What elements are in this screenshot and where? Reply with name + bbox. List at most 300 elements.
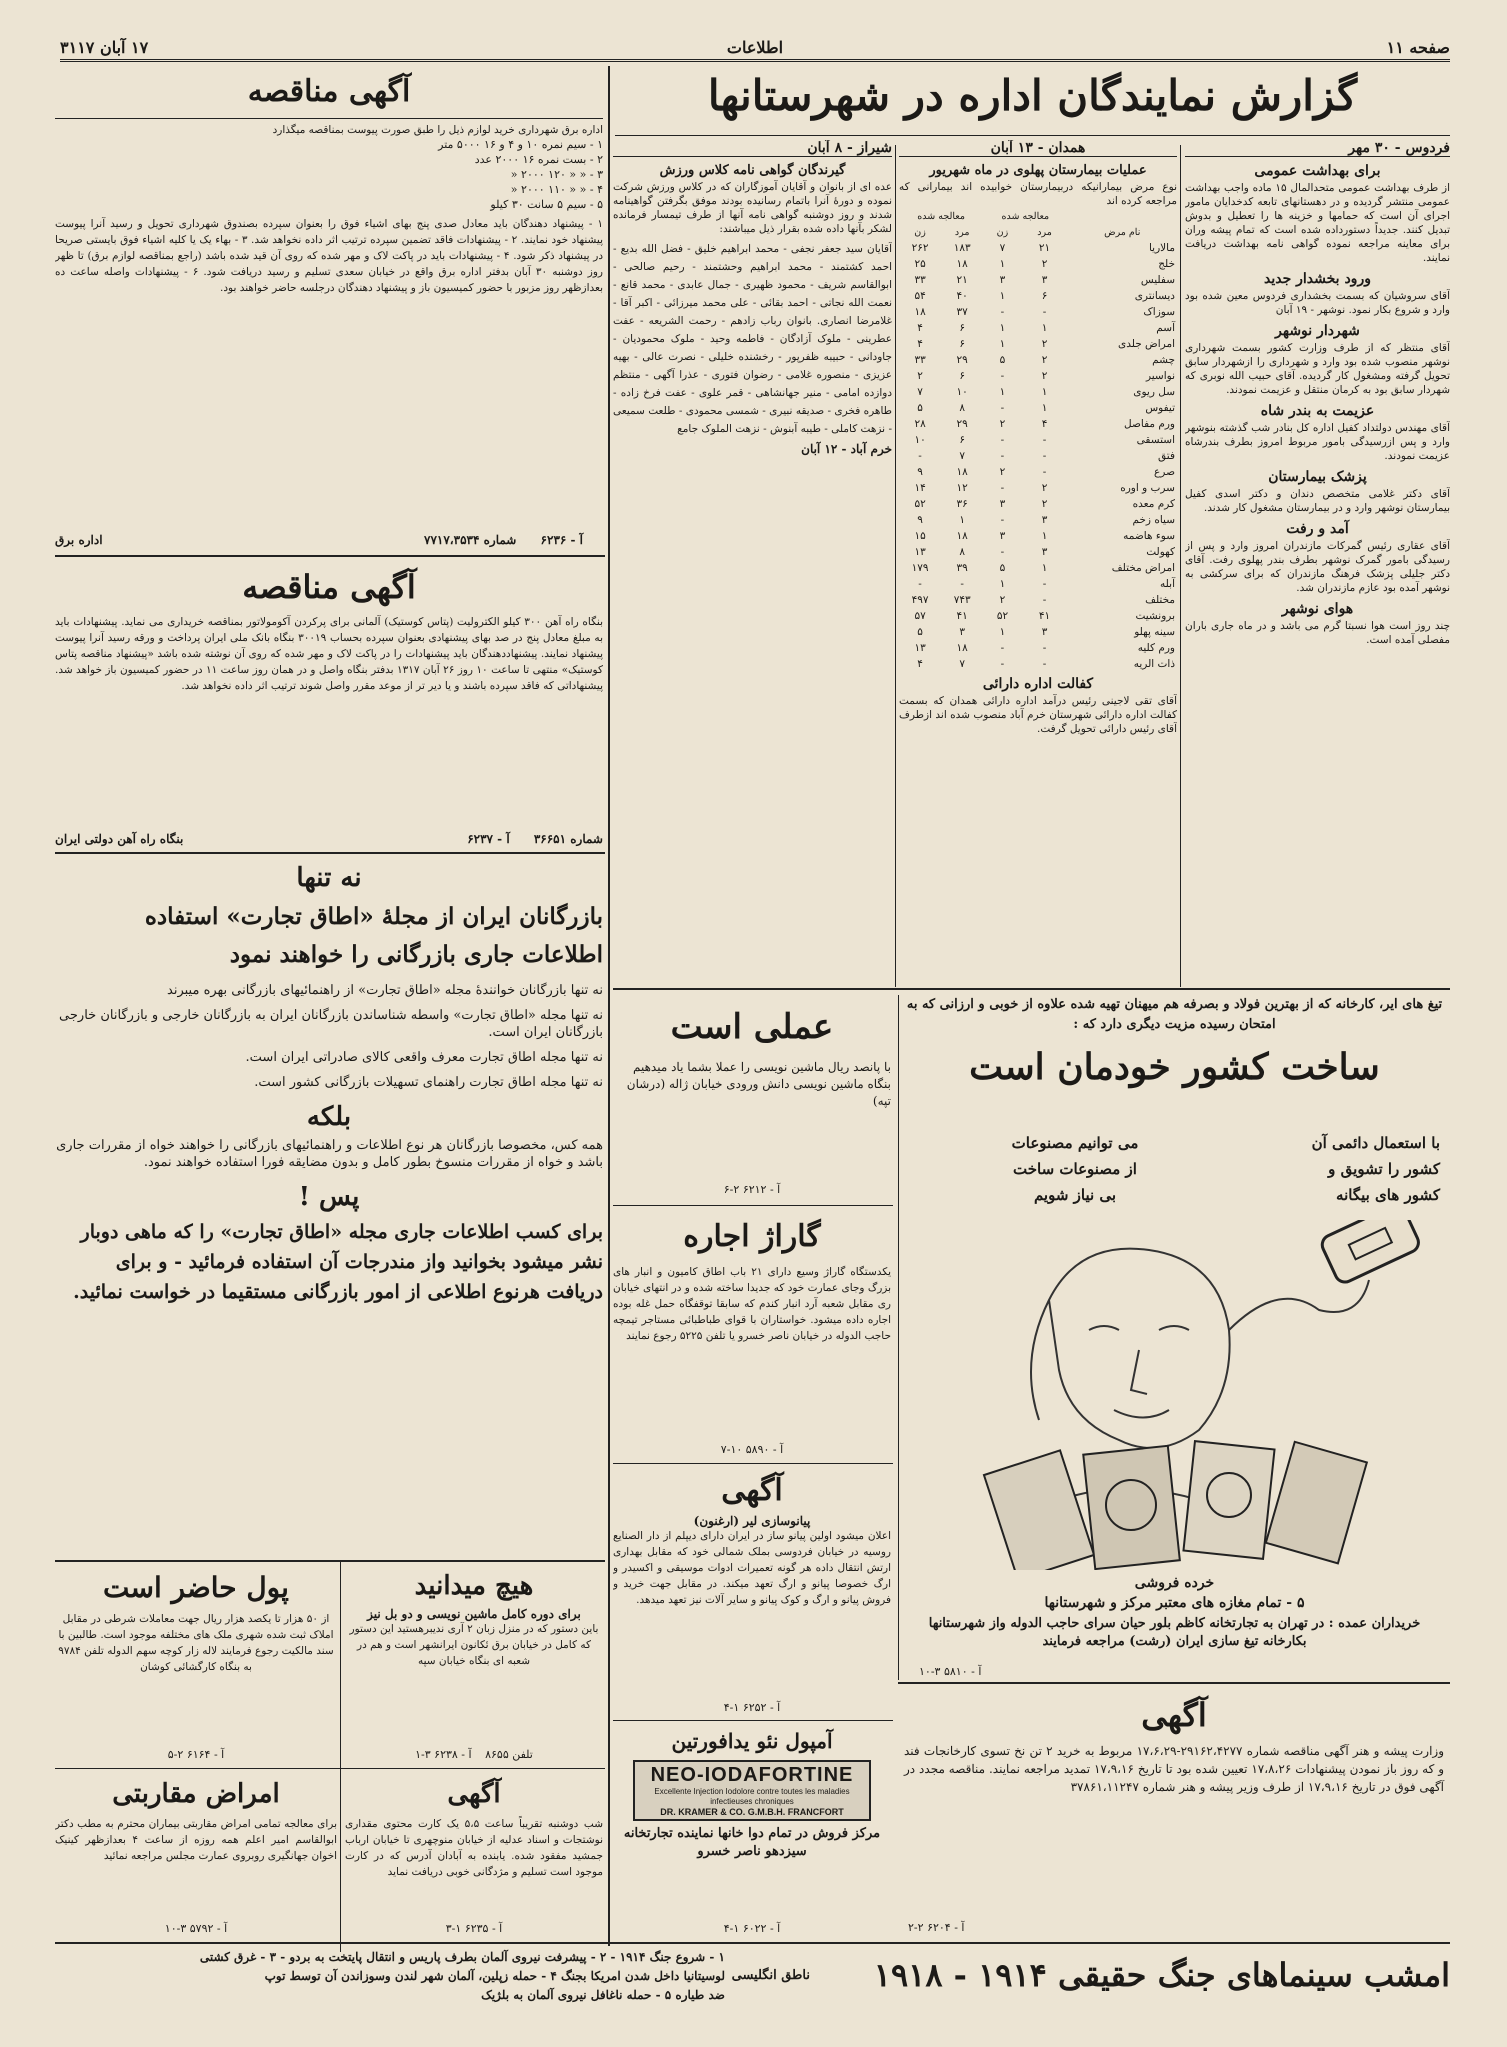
- ad-title: آگهی: [721, 1473, 783, 1508]
- table-cell: ۶: [959, 434, 966, 446]
- table-cell: ۴: [917, 338, 923, 350]
- paragraph: آقای سروشیان که بسمت بخشداری فردوس معین شده بود وارد و شروع بکار نمود. نوشهر - ۱۹ آبان: [1185, 290, 1450, 316]
- paragraph: برای کسب اطلاعات جاری مجله «اطاق تجارت» را که ماهی دوبار نشر میشود بخوانید واز مندرجات آن استفاده فرمائید - و برای دریافت هرنوع اطلاعی از امور بازرگانی مستقیما در خواست نمائید.: [73, 1221, 603, 1303]
- dateline: خرم آباد - ۱۲ آبان: [801, 442, 892, 456]
- table-cell: ۱: [999, 290, 1006, 302]
- table-cell: مختلف: [1145, 594, 1175, 606]
- ad-code: آ - ۵۸۹۰ ۱۰-۷: [720, 1443, 784, 1456]
- ad-code: آ - ۶۲۱۲ ۲-۶: [723, 1183, 781, 1196]
- table-row: [899, 576, 1177, 592]
- paragraph: برای معالجه تمامی امراض مقاربتی بیماران محترم به مطب دکتر ابوالقاسم امیر اعلم همه روزه از ساعت ۴ بعدازظهر کینیک اخوان جهانگیری روبروی عمارت مجلس مراجعه نمائید: [55, 1818, 337, 1862]
- table-cell: ۱۸: [956, 642, 968, 654]
- table-cell: ۵: [917, 626, 923, 638]
- ferdows-column: [1185, 140, 1450, 985]
- table-cell: -: [1042, 642, 1047, 654]
- table-cell: ۳: [1041, 546, 1048, 558]
- table-row: [899, 368, 1177, 384]
- table-row: [899, 288, 1177, 304]
- typing-school-ad: [613, 995, 891, 1200]
- table-cell: -: [1000, 434, 1005, 446]
- table-cell: -: [1000, 546, 1005, 558]
- table-cell: ۴: [917, 658, 923, 670]
- table-cell: -: [918, 578, 922, 590]
- table-cell: ۳۳: [914, 354, 926, 366]
- table-cell: ۳: [1041, 274, 1048, 286]
- table-cell: کرم معده: [1132, 498, 1175, 510]
- table-row: [899, 528, 1177, 544]
- table-cell: -: [918, 450, 922, 462]
- subheading: عملیات بیمارستان پهلوی در ماه شهریور: [929, 163, 1147, 178]
- table-row: [899, 240, 1177, 256]
- table-cell: ۷۴۳: [953, 594, 971, 606]
- col-header: مرد: [954, 226, 970, 238]
- paragraph: ۱ - پیشنهاد دهندگان باید معادل صدی پنج بهای اشیاء فوق را بعنوان سپرده بصندوق شهرداری تحویل و رسید آنرا پیوست پیشنهاد خود نمایند. ۲ - پیشنهادات فاقد تضمین سپرده ترتیب اثر داده نخواهد شد. ۳ - بهاء یک یا کلیه اشیاء فوق بایستی صریحا در پیشنهاد ذکر شود. ۴ - پیشنهادات باید در پاکت لاک و مهر شده که روی آن قید شده باشد (راجع بمناقصه لوازم برق) تا ظهر روز دوشنبه ۳۰ آبان بدفتر اداره برق واقع در خیابان سعدی تسلیم و رسید دریافت شود. ۶ - پیشنهادات واصله ساعت ده بعدازظهر روز مزبور با حضور کمیسیون باز و پیشنهاد دهندگان درجلسه حاضر خواهند بود.: [55, 218, 603, 294]
- razor-blade-icon: [1319, 1220, 1422, 1285]
- table-row: [899, 416, 1177, 432]
- ad-intro: تیغ های ایر، کارخانه که از بهترین فولاد و بصرفه هم میهنان تهیه شده علاوه از خوبی و ارزانی که به امتحان رسیده مزیت دیگری دارد که :: [906, 997, 1443, 1032]
- table-row: [899, 464, 1177, 480]
- table-cell: کهولت: [1146, 546, 1175, 558]
- table-cell: -: [1042, 450, 1047, 462]
- ad-code: آ - ۶۲۳۸ ۳-۱: [415, 1748, 472, 1761]
- table-cell: سیاه زخم: [1132, 514, 1175, 526]
- table-cell: ۱۸: [956, 258, 968, 270]
- piano-repair-ad: [613, 1468, 891, 1718]
- phone-number: تلفن ۸۶۵۵: [485, 1748, 533, 1761]
- table-cell: ۲۹: [956, 354, 968, 366]
- table-cell: ۳: [999, 498, 1006, 510]
- table-row: [899, 592, 1177, 608]
- ad-code: آ - ۶۲۳۶: [540, 533, 583, 547]
- typing-course-ad: [345, 1565, 603, 1765]
- ad-number: شماره ۷۷۱۷،۳۵۳۴: [424, 533, 517, 547]
- table-cell: ۲: [917, 370, 923, 382]
- table-cell: ۱: [999, 386, 1006, 398]
- clinic-ad: [55, 1772, 337, 1937]
- ad-code: آ - ۵۷۹۲ ۳-۱۰: [164, 1922, 228, 1935]
- table-cell: ۴۱: [956, 610, 968, 622]
- table-cell: ۳۶: [956, 498, 968, 510]
- ad-code: آ - ۶۰۲۲ ۱-۴: [723, 1922, 781, 1935]
- slogan-line: کشور های بیگانه: [1336, 1186, 1440, 1204]
- item-list: [55, 137, 603, 212]
- manufacturer: DR. KRAMER & CO. G.M.B.H. FRANCFORT: [660, 1807, 844, 1817]
- table-cell: برونشیت: [1135, 610, 1175, 622]
- table-cell: ۱۲: [956, 482, 968, 494]
- ad-title: آگهی: [1141, 1696, 1207, 1734]
- paragraph: نه تنها مجله اطاق تجارت معرف واقعی کالای صادراتی ایران است.: [245, 1050, 603, 1065]
- table-cell: ۵۷: [914, 610, 926, 622]
- slogan-line: با استعمال دائمی آن: [1311, 1134, 1440, 1152]
- names-list: آقایان سید جعفر نجفی - محمد ابراهیم خلیق - فضل الله بدیع - احمد کشتمند - محمد ابراهیم وحشتمند - رحیم صالحی - ابوالقاسم شریف - محمود ظهیری - جمال عابدی - محمد قانع - نعمت الله نجاتی - احمد بقائی - علی محمد میرزائی - اکبر آقا - غلامرضا انصاری. بانوان رباب زادهم - رحمت الشریعه - عفت عطرینی - ملوک آزادگان - فاطمه وحید - ملوک محمودیان - جاودانی - حبیبه ظفرپور - رخشنده خلیلی - نصرت عالی - بهیه عزیزی - منصوره غلامی - رضوان فتوری - عذرا آگهی - منتظم دوازده امامی - منیر جهانشاهی - قمر علوی - عفت فرخ زاده - طاهره فخری - صدیقه نبیری - شمسی محمودی - طلعت سمیعی - نزهت کاملی - طیبه آبنوش - نزهت الملوک جامع: [613, 243, 892, 435]
- ad-code: آ - ۶۲۳۷: [467, 832, 510, 846]
- subheading: شهردار نوشهر: [1275, 323, 1360, 339]
- table-cell: سوزاک: [1143, 306, 1175, 318]
- table-cell: ۱: [999, 322, 1006, 334]
- paragraph: بنگاه راه آهن ۳۰۰ کیلو الکترولیت (پتاس کوستیک) آلمانی برای پرکردن آکومولاتور بمناقصه خریداری می نماید. پیشنهادات باید به مبلغ معادل پنج در صد بهای پیشنهادی بعنوان سپرده بحساب ۳۰۰۱۹ بنگاه بانک ملی ایران پرداخت و ورقه رسید آنرا پیوست پیشنهاد نمایند. پیشنهاددهندگان باید پیشنهادات را در پاکت لاک و مهر شده که روی آن نوشته شده باشد «پیشنهاد مناقصه پتاس کوستیک» منتهی تا ساعت ۱۰ روز ۲۶ آبان ۱۳۱۷ بدفتر بنگاه واصل و در همان روز ساعت ۱۱ در حضور کمیسیون باز خواهد شد. پیشنهاداتی که فاقد سپرده باشند و یا دیر تر از موعد مقرر واصل شوند ترتیب اثر داده نخواهد شد.: [55, 616, 603, 692]
- table-cell: ۲: [1041, 482, 1048, 494]
- table-cell: ورم مفاصل: [1124, 418, 1175, 430]
- table-row: [899, 384, 1177, 400]
- table-cell: -: [1000, 370, 1005, 382]
- table-cell: ۵۲: [914, 498, 926, 510]
- paragraph: یکدستگاه گاراژ وسیع دارای ۲۱ باب اطاق کامیون و انبار های بزرگ وجای عمارت خود که جدیدا ساخته شده و در انتهای خیابان ری مقابل شعبه آرد انبار کندم که سابقا توقفگاه حمل غله بوده اجاره داده میشود. خواستاران با قوای طباطبائی مستاجر تیمچه حاجب الدوله در خیابان ناصر خسرو یا تلفن ۵۲۲۵ رجوع نمایند: [613, 1266, 891, 1342]
- table-cell: ۵: [999, 354, 1006, 366]
- table-cell: ۴۱: [1038, 610, 1051, 622]
- table-cell: ۳: [999, 274, 1006, 286]
- table-cell: -: [1042, 594, 1047, 606]
- table-cell: ۷: [917, 386, 923, 398]
- razor-blade-ad: [898, 995, 1450, 1680]
- table-cell: ۸: [959, 402, 966, 414]
- table-cell: ۵۲: [996, 610, 1009, 622]
- table-row: [899, 448, 1177, 464]
- ad-headline: امشب سینماهای جنگ حقیقی ۱۹۱۴ - ۱۹۱۸: [873, 1956, 1450, 1994]
- table-row: [899, 432, 1177, 448]
- col-header: معالجه شده: [1001, 210, 1050, 222]
- table-cell: ۴: [917, 322, 923, 334]
- table-cell: ۱۵: [914, 530, 926, 542]
- table-cell: ۱: [999, 626, 1006, 638]
- ad-title: امراض مقاربتی: [112, 1779, 280, 1809]
- paragraph: آقای منتظر که از طرف وزارت کشور بسمت شهرداری نوشهر منصوب شده بود وارد و شهرداری را ازشهردار سابق تحویل گرفته ومشغول کار گردیده. آقای حبیب الله نوبری که شهردار سابق بود به کرمان منتقل و عزیمت نمودند.: [1185, 342, 1450, 396]
- paragraph: نوع مرض بیمارانیکه دربیمارستان خوابیده اند بیمارانی که مراجعه کرده اند: [899, 181, 1177, 207]
- hospital-table: [899, 208, 1177, 672]
- table-cell: -: [1000, 402, 1005, 414]
- table-cell: فتق: [1158, 450, 1175, 462]
- table-cell: سفلیس: [1140, 274, 1175, 286]
- ad-title: عملی است: [670, 1007, 834, 1047]
- tender-ad-1: [55, 66, 603, 551]
- table-row: [899, 336, 1177, 352]
- table-cell: ۱: [1041, 562, 1048, 574]
- table-cell: -: [1042, 578, 1047, 590]
- table-cell: ۳۹: [956, 562, 968, 574]
- table-cell: آبله: [1160, 578, 1175, 590]
- subheading: آمد و رفت: [1286, 521, 1349, 537]
- table-cell: چشم: [1152, 354, 1175, 366]
- table-cell: ۲: [1041, 354, 1048, 366]
- paragraph: وزارت پیشه و هنر آگهی مناقصه شماره ۲۹۱۶۲،۴۲۷۷-۱۷،۶،۲۹ مربوط به خرید ۲ تن نخ تسوی کارخانجات فند و که روز باز نمودن پیشنهادات ۱۷،۸،۲۶ تعیین شده بود تا تاریخ ۱۷،۹،۱۶ تمدید مراجعه نمایند. مناقصه مجدد در آگهی فوق در تاریخ ۱۷،۹،۱۶ از طرف وزیر پیشه و هنر شماره ۳۷۸۶۱،۱۱۲۴۷: [904, 1744, 1445, 1794]
- ad-title: نه تنها: [296, 863, 362, 893]
- hamadan-column: [899, 140, 1177, 985]
- brand-name: NEO-IODAFORTINE: [650, 1764, 854, 1786]
- table-cell: ۷: [999, 242, 1006, 254]
- table-row: [899, 352, 1177, 368]
- wholesale-info: خریداران عمده : در تهران به تجارتخانه کاظم بلور حیان سرای حاجب الدوله واز شهرستانها بکارخانه تیغ سازی ایران (رشت) مراجعه فرمایند: [928, 1616, 1421, 1649]
- report-title: [615, 66, 1450, 128]
- table-cell: ۱۸: [956, 466, 968, 478]
- subheading: گیرندگان گواهی نامه کلاس ورزش: [659, 163, 846, 178]
- table-cell: -: [1000, 514, 1005, 526]
- ad-language: ناطق انگلیسی: [731, 1968, 810, 1983]
- table-cell: سرب و اوره: [1120, 482, 1175, 494]
- ad-code: آ - ۶۲۳۵ ۱-۳: [445, 1922, 503, 1935]
- table-cell: ۱۸۳: [953, 242, 971, 254]
- table-cell: ۱: [1041, 530, 1048, 542]
- table-cell: ۷: [959, 658, 966, 670]
- shiraz-column: [613, 140, 892, 985]
- table-cell: ۳: [959, 626, 966, 638]
- ad-signature: بنگاه راه آهن دولتی ایران: [55, 832, 184, 846]
- ad-code: آ - ۶۱۶۴ ۲-۵: [167, 1748, 225, 1761]
- table-row: [899, 304, 1177, 320]
- issue-date: ۱۷ آبان ۳۱۱۷: [60, 38, 149, 57]
- paragraph: نه تنها مجله اطاق تجارت راهنمای تسهیلات بازرگانی کشور است.: [254, 1075, 603, 1090]
- table-cell: ۴۹۷: [911, 594, 929, 606]
- table-cell: -: [1000, 642, 1005, 654]
- page-title: گزارش نمایندگان اداره در شهرستانها: [707, 71, 1358, 120]
- col-header: زن: [914, 226, 926, 238]
- table-row: [899, 608, 1177, 624]
- table-cell: ۱: [1041, 402, 1048, 414]
- brand-box: [633, 1760, 871, 1821]
- subheading: پزشک بیمارستان: [1268, 469, 1367, 485]
- slogan-line: می توانیم مصنوعات: [1011, 1134, 1139, 1152]
- table-row: [899, 544, 1177, 560]
- subheading: هوای نوشهر: [1281, 601, 1354, 617]
- table-cell: ۱۰: [914, 434, 926, 446]
- table-cell: ۲: [1041, 498, 1048, 510]
- table-cell: ۳: [1041, 626, 1048, 638]
- film-episode-line: ۱ - شروع جنگ ۱۹۱۴ - ۲ - پیشرفت نیروی آلمان بطرف پاریس و انتقال پایتخت به بردو - ۳ - غرق کشتی: [199, 1950, 725, 1964]
- lost-item-ad: [345, 1772, 603, 1937]
- table-cell: ۴۰: [956, 290, 968, 302]
- paragraph: آقای تقی لاجینی رئیس درآمد اداره دارائی همدان که بسمت کفالت اداره دارائی شهرستان خرم آباد منصوب شده اند ازطرف آقای رئیس دارائی تحویل گرفت.: [899, 695, 1177, 735]
- table-cell: ۱۷۹: [911, 562, 929, 574]
- table-cell: ۵۴: [914, 290, 926, 302]
- ad-subtitle: برای دوره کامل ماشین نویسی و دو بل نیز: [367, 1607, 581, 1621]
- table-cell: ۱: [999, 578, 1006, 590]
- paragraph: باین دستور که در منزل زبان ۲ آری ندیبرهستید این دستور که کامل در خیابان برق ئکانون ایرانشهر است و هم در شعبه ای بنگاه خیابان سپه: [349, 1623, 599, 1667]
- brand-tagline: Excellente Injection Iodolore contre toutes les maladies infectieuses chroniques: [654, 1787, 850, 1806]
- dateline: فردوس - ۳۰ مهر: [1185, 140, 1450, 157]
- table-cell: آسم: [1156, 322, 1175, 334]
- table-cell: نواسیر: [1145, 370, 1175, 382]
- table-cell: ۱: [999, 258, 1006, 270]
- table-cell: سوء هاضمه: [1123, 530, 1175, 542]
- subheading: ورود بخشدار جدید: [1264, 271, 1371, 287]
- paragraph: شب دوشنبه تقریباً ساعت ۵،۵ یک کارت محتوی مقداری نوشتجات و اسناد عدلیه از خیابان منوچهری تا خیابان ارباب جمشید مفقود شده. یابنده به آبادان آدرس که در کارت موجود است تسلیم و مژدگانی خوبی دریافت نماید: [345, 1818, 603, 1878]
- table-cell: ۲: [1041, 258, 1048, 270]
- table-cell: مالاریا: [1148, 242, 1175, 254]
- table-cell: -: [1042, 466, 1047, 478]
- table-cell: ۹: [917, 514, 923, 526]
- table-cell: ۱: [1041, 386, 1048, 398]
- table-cell: سل ریوی: [1133, 386, 1175, 398]
- paragraph: اداره برق شهرداری خرید لوازم ذیل را طبق صورت پیوست بمناقصه میگذارد: [272, 124, 603, 136]
- paragraph: از ۵۰ هزار تا یکصد هزار ریال جهت معاملات شرطی در مقابل املاک ثبت شده شهری ملک های مختلفه موجود است. طالبین با سند مالکیت رجوع فرمایند لاله زار کوچه سهم الدوله تلفن ۹۷۸۴ به بنگاه کارگشائی کوشان: [58, 1613, 334, 1673]
- paragraph: عده ای از بانوان و آقایان آموزگاران که در کلاس ورزش شرکت نموده و دورهٔ آنرا باتمام رسانیده بودند موفق بگرفتن گواهینامه شدند و روز دوشنبه گواهی نامه آنها از طرف تیمسار فرمانده لشکر بآنها داده شده بقرار ذیل میباشند:: [613, 181, 892, 235]
- table-cell: خلج: [1158, 258, 1175, 270]
- table-row: [899, 400, 1177, 416]
- ad-title: آمپول نئو یدافورتین: [671, 1729, 833, 1753]
- paragraph: نه تنها مجله «اطاق تجارت» واسطه شناساندن بازرگانان ایران به بازرگانان خارجی و بازرگانان خارجی بازرگانان ایران است.: [59, 1008, 603, 1040]
- ad-number: شماره ۳۶۶۵۱: [533, 832, 603, 846]
- table-cell: امراض مختلف: [1111, 562, 1175, 574]
- table-cell: ۳۳: [914, 274, 926, 286]
- ad-title: آگهی مناقصه: [242, 568, 416, 606]
- table-row: [899, 560, 1177, 576]
- table-cell: ۲: [1041, 370, 1048, 382]
- table-cell: ۱۸: [914, 306, 926, 318]
- ad-code: آ - ۶۲۰۴ ۲-۲: [908, 1921, 965, 1934]
- trade-magazine-ad: [55, 858, 603, 1553]
- ministry-notice: [898, 1688, 1450, 1938]
- table-cell: ۲۸: [914, 418, 926, 430]
- table-row: [899, 624, 1177, 640]
- table-cell: ۳: [999, 530, 1006, 542]
- paragraph: با پانصد ریال ماشین نویسی را عملا بشما یاد میدهیم بنگاه ماشین نویسی دانش ورودی خیابان ژاله (درشان تپه): [626, 1060, 891, 1108]
- table-cell: -: [1042, 306, 1047, 318]
- table-cell: ۱: [959, 514, 966, 526]
- table-cell: ۱۴: [914, 482, 926, 494]
- table-cell: ۲۱: [1038, 242, 1051, 254]
- ad-title: گاراژ اجاره: [683, 1219, 821, 1254]
- list-item: ۴ - « « ۱۱۰ ۲۰۰۰ «: [510, 183, 603, 196]
- table-cell: -: [1000, 658, 1005, 670]
- retail-label: خرده فروشی: [1134, 1575, 1215, 1591]
- paragraph: آقای عقاری رئیس گمرکات مازندران امروز وارد و پس از رسیدگی بامور گمرک نوشهر بطرف بندر پهلوی رفت. آقای دکتر جلیلی پزشک فرهنگ مازندران که برای سرکشی به نوشهر آمده بود عازم مازندران شد.: [1185, 540, 1450, 594]
- paragraph: آقای دکتر غلامی متخصص دندان و دکتر اسدی کفیل بیمارستان نوشهر وارد و در بیمارستان مشغول کار شدند.: [1185, 488, 1450, 514]
- table-cell: ۲: [1041, 338, 1048, 350]
- cinema-banner: [55, 1946, 1450, 2042]
- newspaper-name: اطلاعات: [726, 38, 784, 57]
- table-row: [899, 272, 1177, 288]
- table-row: [899, 480, 1177, 496]
- table-cell: ۲۱: [956, 274, 968, 286]
- paragraph: چند روز است هوا نسبتا گرم می باشد و در ماه جاری باران مفصلی آمده است.: [1185, 620, 1450, 646]
- subheading: کفالت اداره دارائی: [982, 676, 1094, 692]
- table-cell: -: [1042, 658, 1047, 670]
- table-cell: ۶: [959, 370, 966, 382]
- table-cell: ۳۷: [956, 306, 968, 318]
- table-cell: امراض جلدی: [1118, 338, 1175, 350]
- slogan-line: از مصنوعات ساخت: [1013, 1160, 1137, 1178]
- table-cell: ۶: [959, 338, 966, 350]
- table-cell: ۲: [999, 466, 1006, 478]
- subheading: برای بهداشت عمومی: [1254, 163, 1381, 179]
- table-cell: ۱: [999, 338, 1006, 350]
- col-header: [1067, 208, 1177, 224]
- table-cell: ذات الریه: [1133, 658, 1175, 670]
- ad-code: آ - ۶۲۵۲ ۱-۴: [723, 1701, 781, 1714]
- table-cell: ۴: [1041, 418, 1048, 430]
- table-cell: دیسانتری: [1134, 290, 1175, 302]
- dateline: همدان - ۱۳ آبان: [899, 140, 1177, 157]
- table-cell: ۹: [917, 466, 923, 478]
- paragraph: آقای مهندس دولتداد کفیل اداره کل بنادر شب گذشته بنوشهر وارد و پس ازرسیدگی بامور مربوط امروز بطرف بندرشاه عزیمت نمودند.: [1185, 422, 1450, 462]
- col-header: مرد: [1037, 226, 1052, 238]
- table-cell: -: [1000, 450, 1005, 462]
- table-cell: ۱۰: [956, 386, 968, 398]
- table-cell: ۲۶۲: [911, 242, 929, 254]
- ad-title: هیچ میدانید: [414, 1571, 534, 1601]
- table-cell: ورم کلیه: [1137, 642, 1175, 654]
- loan-ad: [55, 1565, 337, 1765]
- table-row: [899, 640, 1177, 656]
- list-item: ۲ - بست نمره ۱۶ ۲۰۰۰ عدد: [474, 153, 603, 166]
- table-cell: سینه پهلو: [1134, 626, 1175, 638]
- table-cell: ۲: [999, 594, 1006, 606]
- table-cell: -: [1000, 306, 1005, 318]
- table-cell: ۷: [959, 450, 966, 462]
- page-number: صفحه ۱۱: [1386, 38, 1450, 57]
- ad-line: بازرگانان ایران از مجلهٔ «اطاق تجارت» استفاده: [144, 903, 603, 930]
- slogan-line: کشور را تشویق و: [1328, 1160, 1440, 1178]
- slogan-line: بی نیاز شویم: [1033, 1186, 1117, 1204]
- paragraph: مرکز فروش در تمام دوا خانها نماینده تجارتخانه سیزدهو ناصر خسرو: [623, 1826, 881, 1859]
- ad-title: آگهی: [447, 1779, 501, 1809]
- table-cell: ۸: [959, 546, 966, 558]
- ad-subtitle: بلکه: [306, 1102, 352, 1132]
- table-row: [899, 512, 1177, 528]
- table-row: [899, 256, 1177, 272]
- table-cell: ۱۸: [956, 530, 968, 542]
- list-item: ۳ - « « ۱۲۰ ۲۰۰۰ «: [510, 168, 603, 181]
- table-cell: -: [960, 578, 964, 590]
- table-row: [899, 320, 1177, 336]
- table-cell: -: [1000, 482, 1005, 494]
- table-row: [899, 496, 1177, 512]
- ad-code: آ - ۵۸۱۰ ۳-۱۰: [919, 1665, 982, 1678]
- table-cell: ۲۹: [956, 418, 968, 430]
- masthead: [60, 38, 1450, 62]
- paragraph: اعلان میشود اولین پیانو ساز در ایران دارای دیپلم از دار الصنایع روسیه در خیابان فردوسی بملک شمالی خود که مقابل بهداری ارتش انتقال داده هر گونه تعمیرات ادوات موسیقی و اکسیدر و ارگ خصوصا پیانو و ارگ تعهد میکند. در مقابل جهت خرید و فروش پیانو و ارگ و کوک پیانو و سایر آلات نیز تعهد میدهد.: [613, 1530, 891, 1606]
- table-cell: ۱۳: [914, 642, 926, 654]
- table-cell: صرع: [1154, 466, 1175, 478]
- ad-line: اطلاعات جاری بازرگانی را خواهند نمود: [229, 941, 603, 968]
- col-header: معالجه شده: [917, 210, 965, 222]
- table-cell: ۵: [917, 402, 923, 414]
- film-episode-line: لوسیتانیا داخل شدن امریکا بجنگ ۴ - حمله زپلین، آلمان شهر لندن وسوزاندن آن توسط توپ: [264, 1969, 725, 1983]
- col-header: زن: [996, 226, 1009, 238]
- list-item: ۵ - سیم ۵ سانت ۳۰ کیلو: [490, 198, 603, 211]
- col-header: نام مرض: [1104, 226, 1141, 238]
- ad-title: ساخت کشور خودمان است: [969, 1046, 1380, 1088]
- table-cell: ۲۵: [914, 258, 926, 270]
- table-cell: ۶: [1041, 290, 1048, 302]
- tender-ad-2: [55, 560, 603, 850]
- paragraph: نه تنها بازرگانان خوانندهٔ مجله «اطاق تجارت» از راهنمائیهای بازرگانی بهره میبرند: [167, 983, 603, 998]
- ad-title: پول حاضر است: [103, 1571, 289, 1604]
- ad-subtitle: پیانوسازی لیر (ارغنون): [693, 1514, 811, 1528]
- table-cell: ۵: [999, 562, 1006, 574]
- medicine-ad: [613, 1724, 891, 1937]
- paragraph: همه کس، مخصوصا بازرگانان هر نوع اطلاعات و راهنمائیهای بازرگانی را خواهند خواه از مقررات جاری باشد و خواه از مقررات منسوخ بطور کامل و بدون مضایقه فورا استفاده خواهند نمود.: [56, 1138, 603, 1170]
- film-episode-line: ضد طیاره ۵ - حمله ناغافل نیروی آلمان به بلژیک: [481, 1988, 725, 2002]
- subheading: عزیمت به بندر شاه: [1260, 403, 1375, 419]
- table-cell: ۲: [999, 418, 1006, 430]
- dateline: شیراز - ۸ آبان: [613, 140, 892, 157]
- ad-title: آگهی مناقصه: [55, 66, 603, 119]
- table-cell: ۱۳: [914, 546, 926, 558]
- table-row: [899, 656, 1177, 672]
- retail-stores: ۵ - تمام مغازه های معتبر مرکز و شهرستانها: [1044, 1595, 1305, 1611]
- table-cell: ۱: [1041, 322, 1048, 334]
- ad-signature: اداره برق: [55, 533, 103, 547]
- list-item: ۱ - سیم نمره ۱۰ و ۴ و ۱۶ ۵۰۰۰ متر: [438, 138, 603, 151]
- table-cell: ۶: [959, 322, 966, 334]
- paragraph: از طرف بهداشت عمومی متحدالمال ۱۵ ماده واجب بهداشت عمومی منتشر گردیده و در دهستانهای تابعه کدخدایان مامور اجرای آن است که حمامها و خزینه ها را تعطیل و بدوش تبدیل کنند. جدیداً دستورداده شده است که تمام پیشه وران برای معاینه مراجعه نموده گواهی نامه بهداشت دریافت نمایند.: [1185, 182, 1450, 264]
- table-cell: -: [1042, 434, 1047, 446]
- man-portrait-icon: [899, 1220, 1450, 1570]
- ad-subtitle: پس !: [298, 1182, 360, 1212]
- table-cell: تیفوس: [1145, 402, 1175, 414]
- table-cell: ۳: [1041, 514, 1048, 526]
- garage-rent-ad: [613, 1210, 891, 1460]
- table-cell: استسقی: [1136, 434, 1175, 446]
